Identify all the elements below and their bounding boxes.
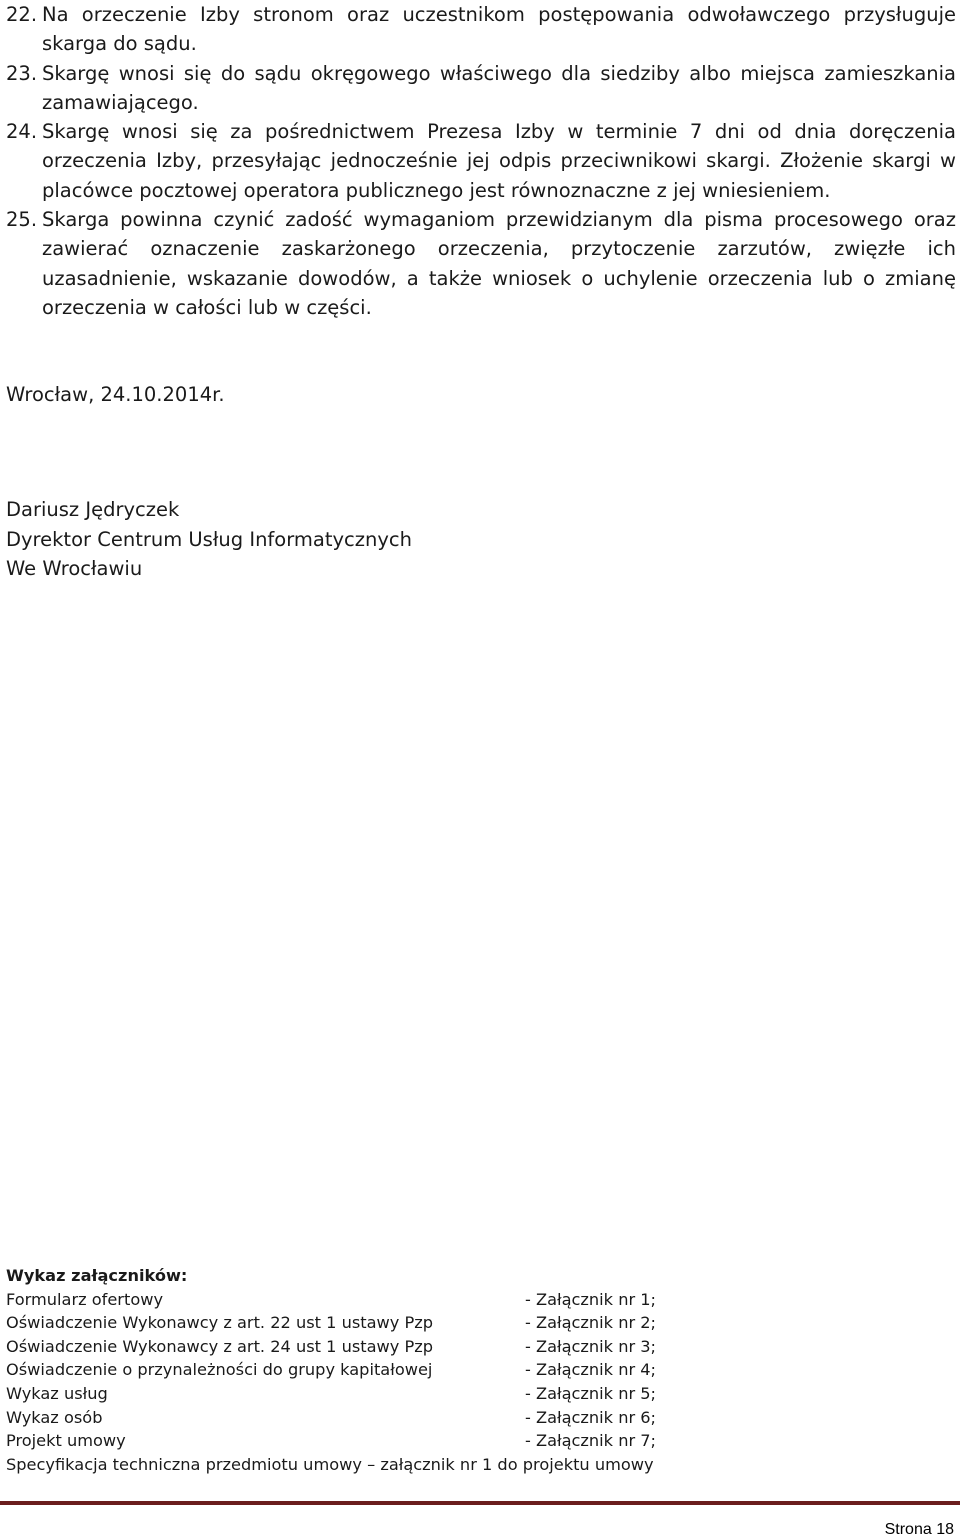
footer-rule <box>0 1501 960 1505</box>
item-number: 25. <box>6 208 38 232</box>
item-number: 22. <box>6 3 38 26</box>
attachment-name: Oświadczenie o przynależności do grupy kapitałowej <box>6 1360 433 1380</box>
list-item-24 <box>6 117 956 205</box>
signatory-name: Dariusz Jędryczek <box>6 498 180 521</box>
attachment-ref: - Załącznik nr 2; <box>525 1313 657 1333</box>
attachment-final: Specyfikacja techniczna przedmiotu umowy – załącznik nr 1 do projektu umowy <box>6 1454 654 1474</box>
attachment-row <box>6 1311 906 1335</box>
list-item-23 <box>6 59 956 118</box>
attachment-name: Oświadczenie Wykonawcy z art. 22 ust 1 ustawy Pzp <box>6 1313 434 1333</box>
item-text: Skargę wnosi się za pośrednictwem Prezesa Izby w terminie 7 dni od dnia doręczenia orzeczenia Izby, przesyłając jednocześnie jej odpis przeciwnikowi skargi. Złożenie skargi w placówce pocztowej operatora publicznego jest równoznaczne z jej wniesieniem. <box>42 120 956 202</box>
attachment-row <box>6 1358 906 1382</box>
attachment-name: Wykaz osób <box>6 1407 103 1427</box>
attachment-ref: - Załącznik nr 5; <box>525 1383 657 1403</box>
signatory-title: Dyrektor Centrum Usług Informatycznych <box>6 527 412 551</box>
signature-block <box>6 495 412 584</box>
list-item-22 <box>6 0 956 59</box>
page-number: Strona 18 <box>884 1521 954 1538</box>
attachment-row <box>6 1406 906 1430</box>
numbered-list <box>6 0 956 322</box>
item-text: Skarga powinna czynić zadość wymaganiom przewidzianym dla pisma procesowego oraz zawierać oznaczenie zaskarżonego orzeczenia, przytoczenie zarzutów, zwięzłe ich uzasadnienie, wskazanie dowodów, a także wniosek o uchylenie orzeczenia lub o zmianę orzeczenia w całości lub w części. <box>42 208 956 319</box>
item-number: 24. <box>6 120 38 144</box>
attachment-ref: - Załącznik nr 7; <box>525 1431 657 1451</box>
signatory-location: We Wrocławiu <box>6 557 143 580</box>
attachment-ref: - Załącznik nr 4; <box>525 1360 657 1380</box>
attachment-name: Wykaz usług <box>6 1383 108 1403</box>
attachment-row <box>6 1429 906 1453</box>
list-item-25 <box>6 205 956 322</box>
place-date: Wrocław, 24.10.2014r. <box>6 383 225 406</box>
attachment-name: Oświadczenie Wykonawcy z art. 24 ust 1 ustawy Pzp <box>6 1336 434 1356</box>
attachment-ref: - Załącznik nr 3; <box>525 1336 657 1356</box>
attachment-ref: - Załącznik nr 1; <box>525 1289 657 1309</box>
attachment-name: Formularz ofertowy <box>6 1289 164 1309</box>
attachment-name: Projekt umowy <box>6 1431 126 1451</box>
item-text: Skargę wnosi się do sądu okręgowego właściwego dla siedziby albo miejsca zamieszkania zamawiającego. <box>42 61 956 114</box>
attachments-list <box>6 1264 906 1476</box>
attachment-row <box>6 1335 906 1359</box>
attachment-row <box>6 1288 906 1312</box>
attachment-row <box>6 1382 906 1406</box>
item-text: Na orzeczenie Izby stronom oraz uczestnikom postępowania odwoławczego przysługuje skarga do sądu. <box>42 3 956 56</box>
attachments-heading: Wykaz załączników: <box>6 1266 188 1285</box>
item-number: 23. <box>6 61 38 85</box>
attachment-ref: - Załącznik nr 6; <box>525 1407 657 1427</box>
